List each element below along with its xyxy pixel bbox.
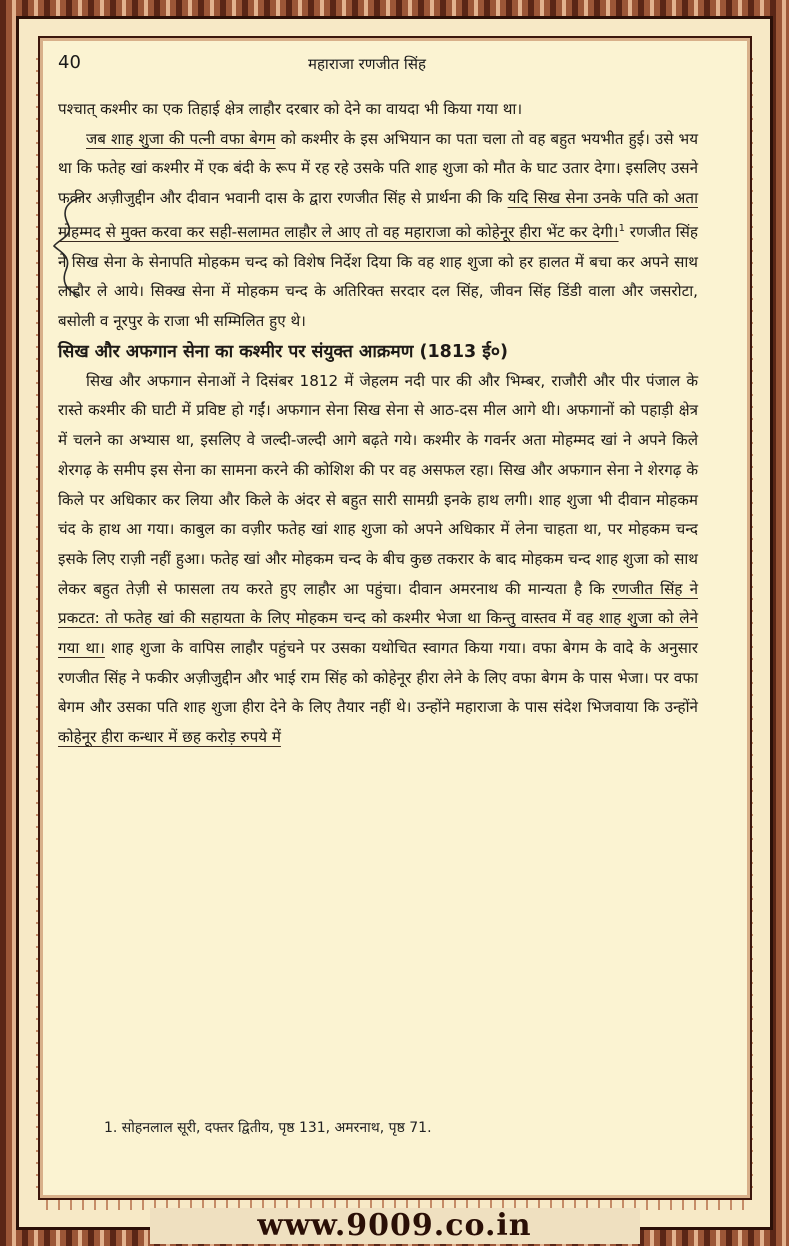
footnote: 1. सोहनलाल सूरी, दफ्तर द्वितीय, पृष्ठ 131, अमरनाथ, पृष्ठ 71. <box>104 1120 432 1136</box>
underlined-text: रणजीत सिंह ने प्रकटत: तो फतेह खां की सहायता के लिए मोहकम चन्द को कश्मीर भेजा था किन्तु वास्तव में वह शाह शुजा को लेने गया था। <box>58 579 699 658</box>
section-heading: सिख और अफगान सेना का कश्मीर पर संयुक्त आक्रमण (1813 ई०) <box>58 341 508 362</box>
website-watermark: www.9009.co.in <box>257 1208 532 1243</box>
underlined-text: यदि सिख सेना उनके पति को अता मोहम्मद से मुक्त करवा कर सही-सलामत लाहौर ले आए तो वह महाराजा को कोहेनूर हीरा भेंट कर देगी। <box>58 189 698 241</box>
footnote-marker: 1 <box>618 222 625 234</box>
underlined-text: जब शाह शुजा की पत्नी वफा बेगम <box>86 129 276 148</box>
page-number: 40 <box>58 52 81 73</box>
paragraph-2: जब शाह शुजा की पत्नी वफा बेगम को कश्मीर के इस अभियान का पता चला तो वह बहुत भयभीत हुई। उसे भय था कि फतेह खां कश्मीर में एक बंदी के रूप में रह रहे उसके पति शाह शुजा को मौत के घाट उतार देगा। इसलिए उसने फकीर अज़ीजुद्दीन और दीवान भवानी दास के द्वारा रणजीत सिंह से प्रार्थना की कि यदि सिख सेना उनके पति को अता मोहम्मद से मुक्त करवा कर सही-सलामत लाहौर ले आए तो वह महाराजा को कोहेनूर हीरा भेंट कर देगी।$^1$ रणजीत सिंह ने सिख सेना के सेनापति मोहकम चन्द को विशेष निर्देश दिया कि वह शाह शुजा को हर हालत में बचा कर अपने साथ लाहौर ले आये। सिक्ख सेना में मोहकम चन्द के अतिरिक्त सरदार दल सिंह, जीवन सिंह डिंडी वाला और जसरोटा, बसोली व नूरपुर के राजा भी सम्मिलित हुए थे। <box>58 129 699 330</box>
running-title: महाराजा रणजीत सिंह <box>308 55 426 73</box>
underlined-text: कोहेनूर हीरा कन्धार में छह करोड़ रुपये में <box>58 728 281 747</box>
paragraph-3: सिख और अफगान सेनाओं ने दिसंबर 1812 में जेहलम नदी पार की और भिम्बर, राजौरी और पीर पंजाल के रास्ते कश्मीर की घाटी में प्रविष्ट हो गईं। अफगान सेना सिख सेना से आठ-दस मील आगे थी। अफगानों को पहाड़ी क्षेत्र में चलने का अभ्यास था, इसलिए वे जल्दी-जल्दी आगे बढ़ते गये। कश्मीर के गवर्नर अता मोहम्मद खां ने अपने किले शेरगढ़ के समीप इस सेना का सामना करने की कोशिश की पर वह असफल रहा। सिख और अफगान सेना ने शेरगढ़ के किले पर अधिकार कर लिया और किले के अंदर से बहुत सारी सामग्री इनके हाथ लगी। शाह शुजा भी दीवान मोहकम चंद के हाथ आ गया। काबुल का वज़ीर फतेह खां शाह शुजा को अपने अधिकार में लेना चाहता था, पर मोहकम चन्द इसके लिए राज़ी नहीं हुआ। फतेह खां और मोहकम चन्द के बीच कुछ तकरार के बाद मोहकम चन्द शाह शुजा को साथ लेकर बहुत तेज़ी से फासला तय करते हुए लाहौर आ पहुंचा। दीवान अमरनाथ की मान्यता है कि रणजीत सिंह ने प्रकटत: तो फतेह खां की सहायता के लिए मोहकम चन्द को कश्मीर भेजा था किन्तु वास्तव में वह शाह शुजा को लेने गया था। शाह शुजा के वापिस लाहौर पहुंचने पर उसका यथोचित स्वागत किया गया। वफा बेगम के वादे के अनुसार रणजीत सिंह ने फकीर अज़ीजुद्दीन और भाई राम सिंह को कोहेनूर हीरा लेने के लिए वफा बेगम के पास भेजा। पर वफा बेगम और उसका पति शाह शुजा हीरा देने के लिए तैयार नहीं थे। उन्होंने महाराजा के पास संदेश भिजवाया कि उन्होंने कोहेनूर हीरा कन्धार में छह करोड़ रुपये में <box>58 371 699 747</box>
paragraph-1: पश्चात् कश्मीर का एक तिहाई क्षेत्र लाहौर दरबार को देने का वायदा भी किया गया था। <box>58 100 523 118</box>
page-header <box>58 52 698 82</box>
page-body <box>58 95 698 753</box>
